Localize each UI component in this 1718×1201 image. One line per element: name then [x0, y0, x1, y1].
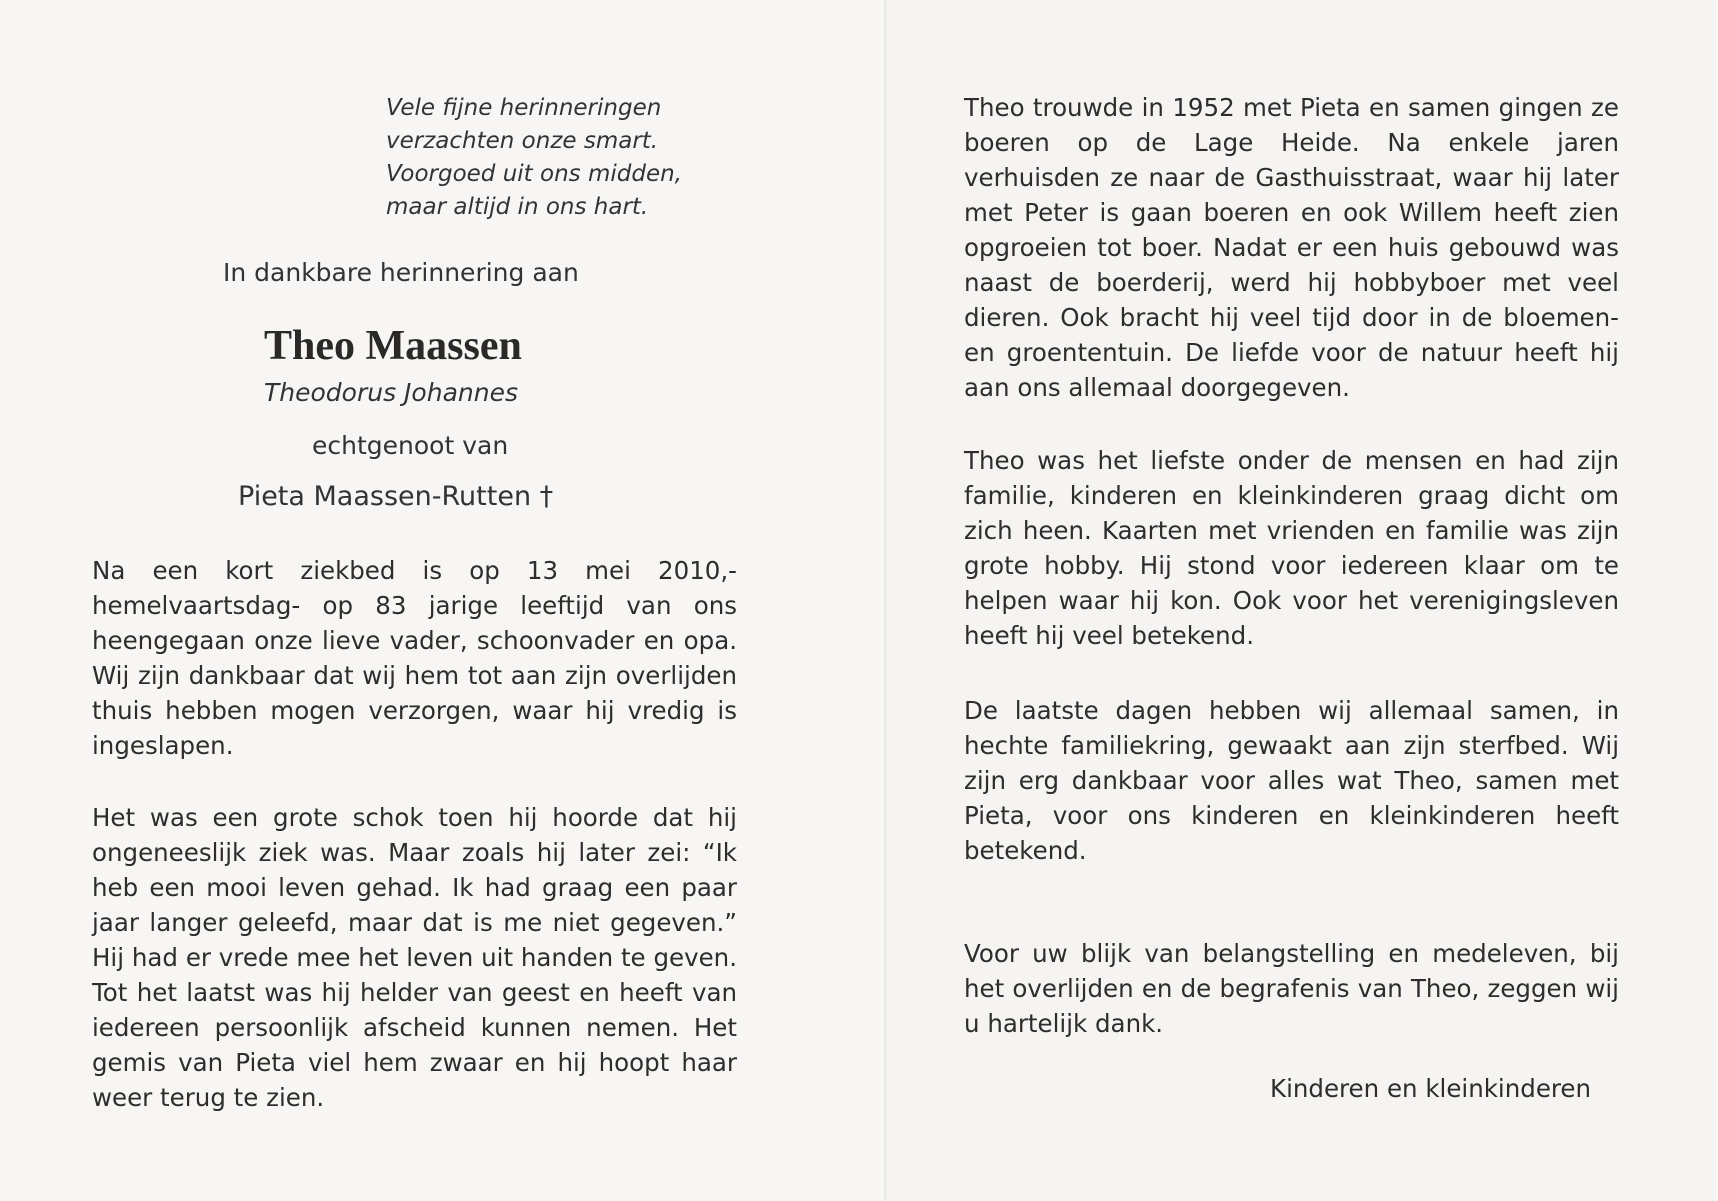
spouse-label: echtgenoot van: [312, 431, 509, 460]
paragraph: Het was een grote schok toen hij hoorde dat hij ongeneeslijk ziek was. Maar zoals hij later zei: “Ik heb een mooi leven gehad. Ik had graag een paar jaar langer geleefd, maar dat is me niet gegeven.” Hij had er vrede mee het leven uit handen te geven. Tot het laatst was hij helder van geest en heeft van iedereen persoonlijk afscheid kunnen nemen. Het gemis van Pieta viel hem zwaar en hij hoopt haar weer terug te zien.: [92, 803, 737, 1112]
paragraph: De laatste dagen hebben wij allemaal samen, in hechte familiekring, gewaakt aan zijn sterfbed. Wij zijn erg dankbaar voor alles wat Theo, samen met Pieta, voor ons kinderen en kleinkinderen heeft betekend.: [964, 696, 1619, 865]
poem-line: Vele fijne herinneringen: [386, 95, 662, 121]
spouse-name: Pieta Maassen-Rutten †: [238, 481, 554, 512]
paragraph: Na een kort ziekbed is op 13 mei 2010,-hemelvaartsdag- op 83 jarige leeftijd van ons heengegaan onze lieve vader, schoonvader en opa. Wij zijn dankbaar dat wij hem tot aan zijn overlijden thuis hebben mogen verzorgen, waar hij vredig is ingeslapen.: [92, 556, 737, 760]
full-name: Theodorus Johannes: [264, 378, 518, 407]
deceased-name: Theo Maassen: [264, 323, 522, 369]
signature-closing: Kinderen en kleinkinderen: [1270, 1074, 1592, 1103]
paragraph: Theo was het liefste onder de mensen en had zijn familie, kinderen en kleinkinderen graag dicht om zich heen. Kaarten met vrienden en familie was zijn grote hobby. Hij stond voor iedereen klaar om te helpen waar hij kon. Ook voor het verenigingsleven heeft hij veel betekend.: [964, 446, 1619, 650]
paragraph: Voor uw blijk van belangstelling en medeleven, bij het overlijden en de begrafenis van Theo, zeggen wij u hartelijk dank.: [964, 939, 1619, 1038]
paragraph: Theo trouwde in 1952 met Pieta en samen gingen ze boeren op de Lage Heide. Na enkele jaren verhuisden ze naar de Gasthuisstraat, waar hij later met Peter is gaan boeren en ook Willem heeft zien opgroeien tot boer. Nadat er een huis gebouwd was naast de boerderij, werd hij hobbyboer met veel dieren. Ook bracht hij veel tijd door in de bloemen- en groententuin. De liefde voor de natuur heeft hij aan ons allemaal doorgegeven.: [964, 93, 1619, 402]
poem: [386, 92, 746, 224]
poem-line: maar altijd in ons hart.: [386, 194, 649, 220]
intro-text: In dankbare herinnering aan: [223, 258, 579, 287]
poem-line: verzachten onze smart.: [386, 128, 659, 154]
poem-line: Voorgoed uit ons midden,: [386, 161, 682, 187]
